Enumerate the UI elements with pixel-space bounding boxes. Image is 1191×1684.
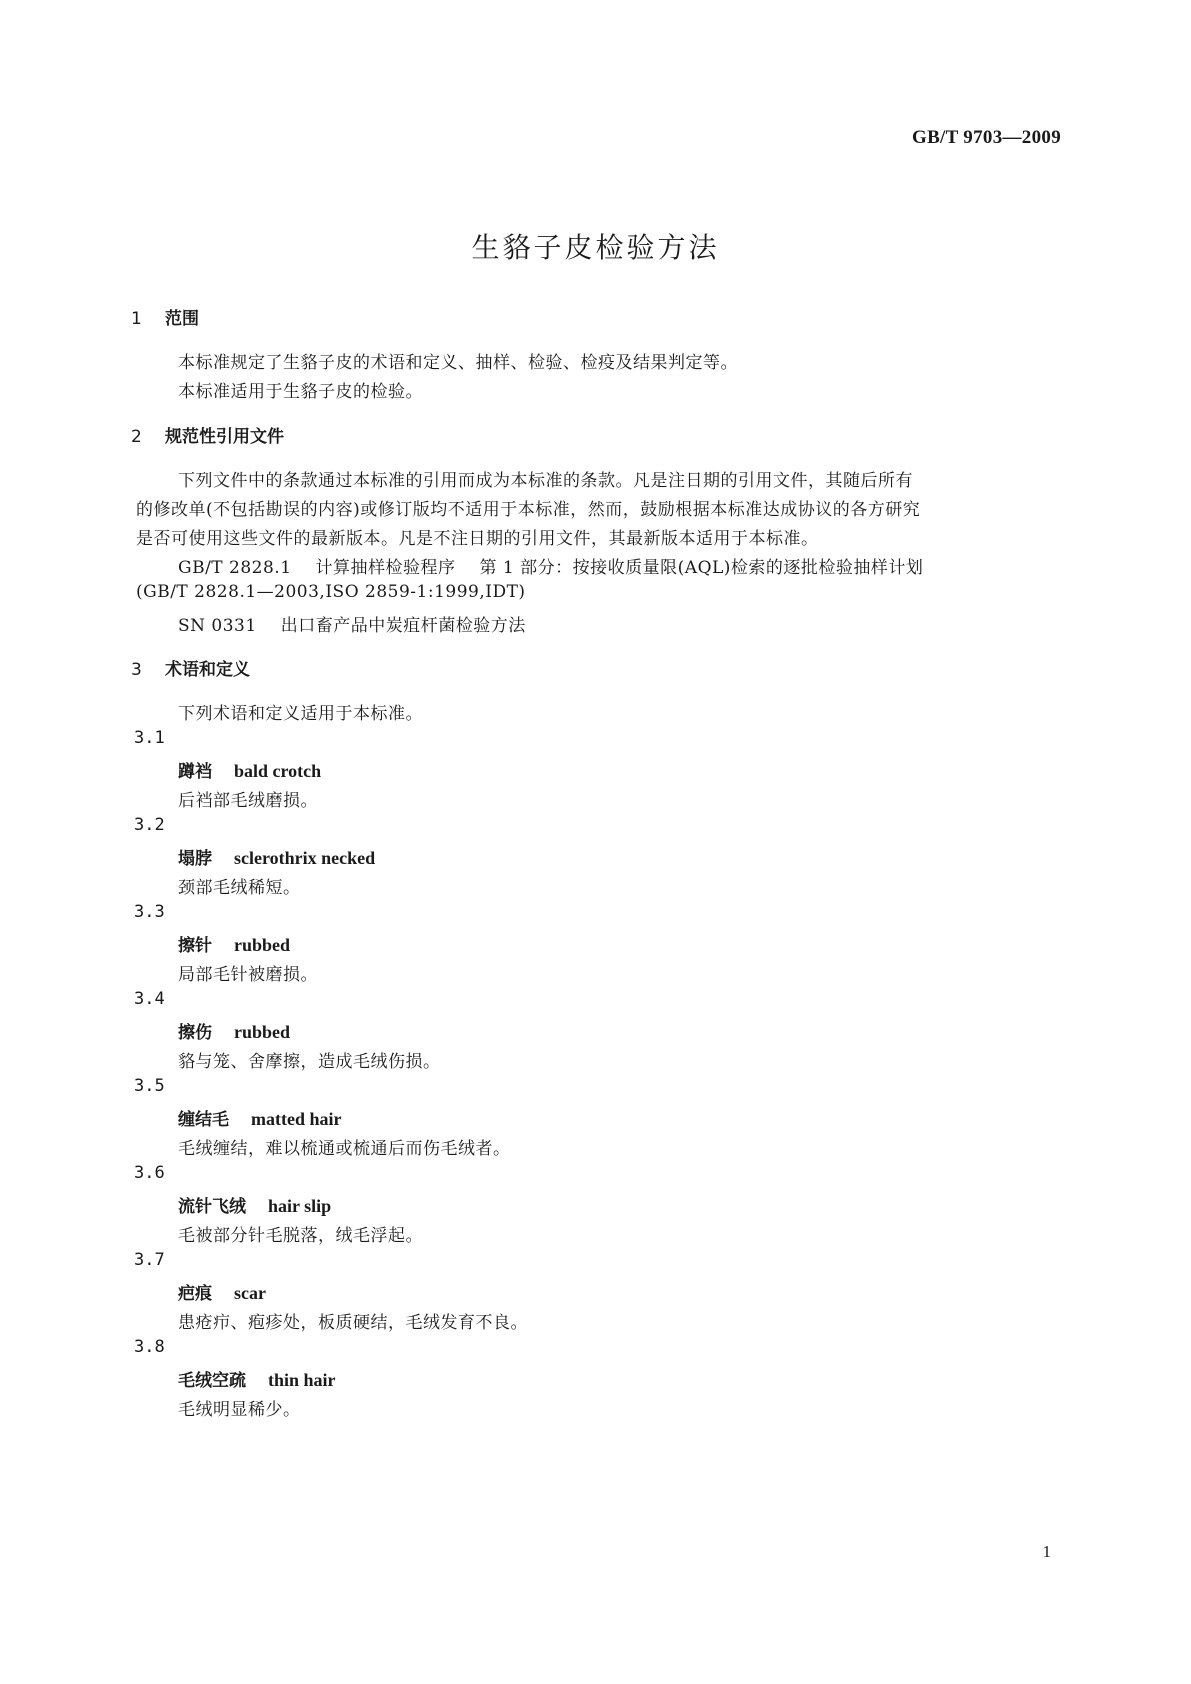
term-definition: 貉与笼、舍摩擦，造成毛绒伤损。 [178,1052,441,1072]
term-heading [178,1018,290,1043]
paragraph: 下列文件中的条款通过本标准的引用而成为本标准的条款。凡是注日期的引用文件，其随后所有 [178,471,913,491]
term-definition: 患疮疖、疱疹处，板质硬结，毛绒发育不良。 [178,1313,528,1333]
term-number: 3.6 [134,1163,165,1183]
term-heading [178,1279,266,1304]
term-zh: 毛绒空疏 [178,1371,246,1391]
section-3-heading [131,655,250,680]
term-en: thin hair [268,1370,336,1390]
term-heading [178,931,290,956]
section-title: 范围 [165,309,199,329]
term-en: rubbed [234,935,291,955]
term-heading [178,1192,331,1217]
term-number: 3.4 [134,989,165,1009]
term-en: bald crotch [234,761,322,781]
reference-code: SN 0331 [178,616,257,636]
term-number: 3.8 [134,1337,165,1357]
term-number: 3.5 [134,1076,165,1096]
term-en: matted hair [251,1109,342,1129]
section-number: 3 [131,660,142,680]
term-definition: 毛绒明显稀少。 [178,1400,301,1420]
term-heading [178,757,321,782]
paragraph: 是否可使用这些文件的最新版本。凡是不注日期的引用文件，其最新版本适用于本标准。 [136,529,819,549]
section-number: 2 [131,427,142,447]
paragraph: 本标准适用于生貉子皮的检验。 [178,382,423,402]
term-en: scar [234,1283,266,1303]
term-heading [178,844,375,869]
term-zh: 缠结毛 [178,1110,229,1130]
term-zh: 疤痕 [178,1284,212,1304]
reference-continuation: (GB/T 2828.1—2003,ISO 2859-1:1999,IDT) [136,582,526,602]
term-number: 3.1 [134,728,165,748]
term-zh: 塌脖 [178,849,212,869]
term-en: hair slip [268,1196,332,1216]
term-definition: 后裆部毛绒磨损。 [178,791,318,811]
term-zh: 蹲裆 [178,762,212,782]
term-heading [178,1366,336,1391]
term-definition: 局部毛针被磨损。 [178,965,318,985]
reference-sn0331 [178,611,526,636]
page-number: 1 [1042,1542,1051,1561]
term-zh: 擦针 [178,936,212,956]
term-zh: 流针飞绒 [178,1197,246,1217]
term-en: sclerothrix necked [234,848,376,868]
section-title: 术语和定义 [165,660,250,680]
section-number: 1 [131,309,142,329]
term-zh: 擦伤 [178,1023,212,1043]
term-number: 3.7 [134,1250,165,1270]
paragraph: 下列术语和定义适用于本标准。 [178,704,423,724]
section-1-heading [131,304,199,329]
term-definition: 毛被部分针毛脱落，绒毛浮起。 [178,1226,423,1246]
term-en: rubbed [234,1022,291,1042]
term-definition: 颈部毛绒稀短。 [178,878,301,898]
document-title: 生貉子皮检验方法 [471,231,720,264]
term-number: 3.2 [134,815,165,835]
reference-code: GB/T 2828.1 [178,558,292,578]
section-title: 规范性引用文件 [165,427,284,447]
reference-title: 计算抽样检验程序 [315,558,456,578]
reference-part: 第 1 部分：按接收质量限(AQL)检索的逐批检验抽样计划 [479,558,924,578]
paragraph: 的修改单(不包括勘误的内容)或修订版均不适用于本标准，然而，鼓励根据本标准达成协议的各方研究 [136,500,921,520]
section-2-heading [131,422,284,447]
term-heading [178,1105,341,1130]
reference-title: 出口畜产品中炭疽杆菌检验方法 [280,616,526,636]
term-number: 3.3 [134,902,165,922]
paragraph: 本标准规定了生貉子皮的术语和定义、抽样、检验、检疫及结果判定等。 [178,353,738,373]
standard-code: GB/T 9703—2009 [911,127,1061,148]
reference-gbt2828 [178,553,923,578]
term-definition: 毛绒缠结，难以梳通或梳通后而伤毛绒者。 [178,1139,511,1159]
